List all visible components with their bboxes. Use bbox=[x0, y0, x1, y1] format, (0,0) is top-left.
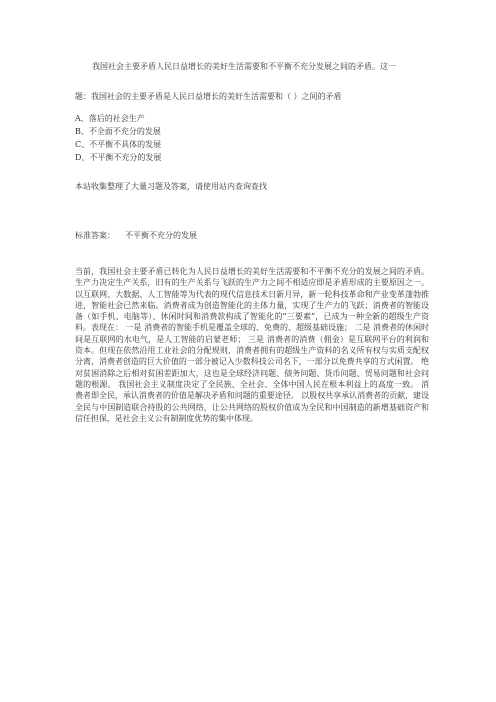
question-text: 题：我国社会的主要矛盾是人民日益增长的美好生活需要和（ ）之间的矛盾 bbox=[75, 92, 342, 101]
option-d: D、不平衡不充分的发展 bbox=[75, 153, 162, 162]
answer-line bbox=[75, 230, 197, 241]
answer-label: 标准答案： bbox=[75, 231, 115, 240]
option-a: A、落后的社会生产 bbox=[75, 114, 145, 123]
option-c: C、不平衡不具体的发展 bbox=[75, 140, 162, 149]
body-paragraph: 当前，我国社会主要矛盾已转化为人民日益增长的美好生活需要和不平衡不充分的发展之间的矛盾。生产力决定生产关系，旧有的生产关系与飞跃的生产力之间不相适应即是矛盾形成的主要原因之一。 以互联网、大数据、人工智能等为代表的现代信息技术日新月异，新一轮科技革命和产业变革蓬勃推进，智能社会已然来临。消费者成为创造智能化的主体力量，实现了生产力的飞跃；消费者的智能设备（如手机、电脑等）、休闲时间和消费款构成了智能化的“三要素”，已成为一种全新的超级生产资料。表现在： 一是 消费者的智能手机是覆盖全球的、免费的、超级基础设施； 二是 消费者的休闲时间是互联网的水电气，是人工智能的启蒙老师； 三是 消费者的消费（佣金）是互联网平台的利润和资本。但现在依然沿用工业社会的分配规则，消费者拥有的超级生产资料的名义所有权与实质支配权分离，消费者创造的巨大价值的一部分被记入少数科技公司名下，一部分以免费共享的方式闲置。 绝对贫困消除之后相对贫困差距加大，这也是全球经济问题、债务问题、货币问题、贸易问题和社会问题的根源。 我国社会主义制度决定了全民族、全社会、全体中国人民在根本利益上的高度一致。 消费者即全民，承认消费者的价值是解决矛盾和问题的重要途径。 以股权共享承认消费者的贡献，建设全民与中国制造联合持股的公共网络，让公共网络的股权价值成为全民和中国制造的新增基础资产和信任担保，是社会主义公有制制度优势的集中体现。 bbox=[75, 267, 429, 423]
notice-text: 本站收集整理了大量习题及答案，请使用站内查询查找 bbox=[75, 182, 267, 191]
heading-text: 我国社会主要矛盾人民日益增长的美好生活需要和不平衡不充分发展之间的矛盾。这一 bbox=[92, 62, 396, 71]
answer-value: 不平衡不充分的发展 bbox=[125, 231, 197, 240]
option-b: B、不全面不充分的发展 bbox=[75, 127, 161, 136]
